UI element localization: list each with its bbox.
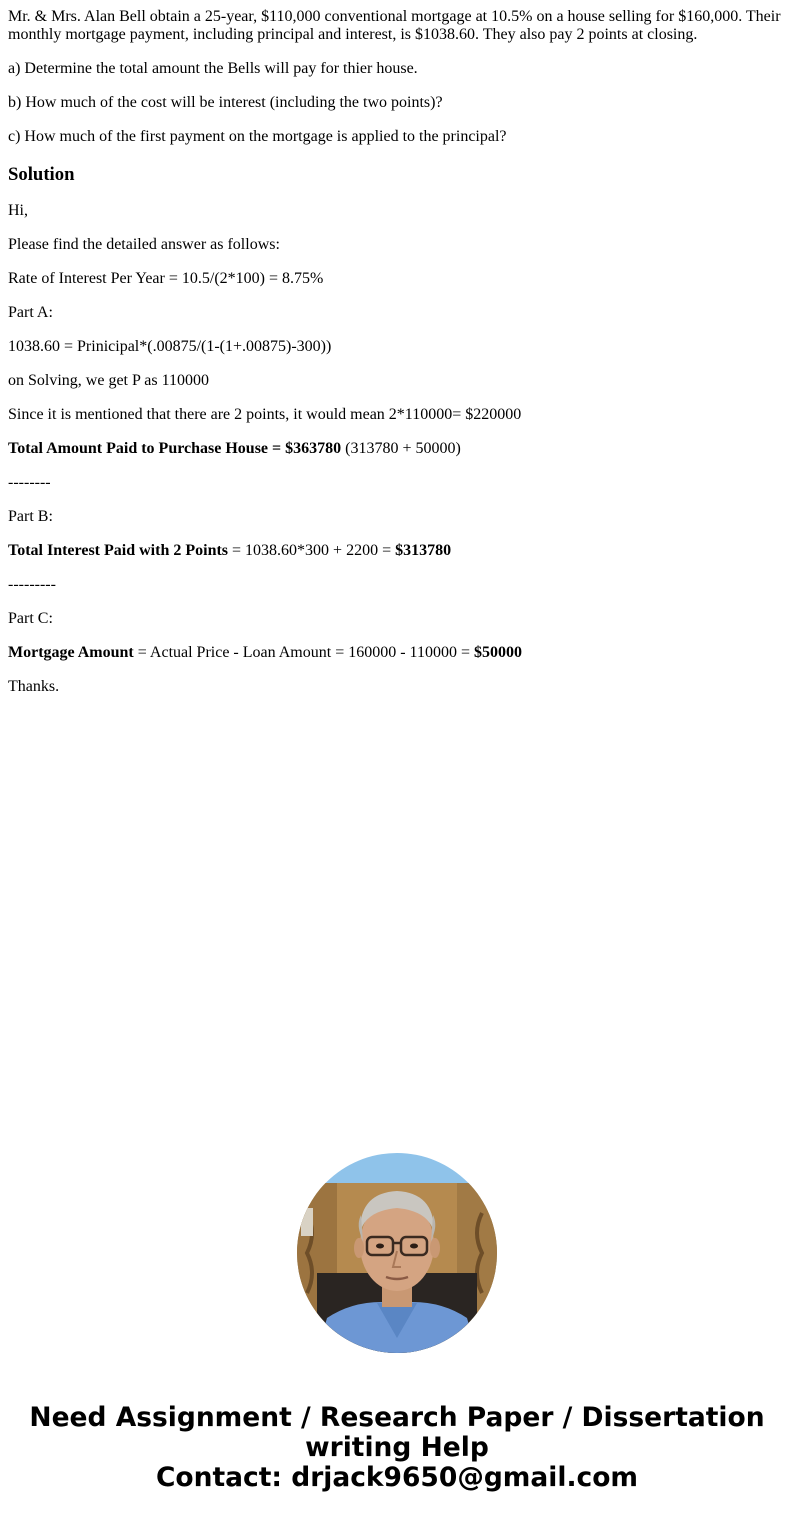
solution-part-a-label: Part A:: [8, 304, 53, 321]
mortgage-value: $50000: [473, 644, 522, 661]
interest-label: Total Interest Paid with 2 Points: [8, 542, 229, 559]
solution-solving: on Solving, we get P as 110000: [8, 372, 210, 389]
solution-rate: Rate of Interest Per Year = 10.5/(2*100) = 8.75%: [8, 270, 324, 287]
question-part-a: a) Determine the total amount the Bells will pay for thier house.: [8, 60, 418, 77]
mortgage-calc: = Actual Price - Loan Amount = 160000 - 110000 =: [133, 644, 474, 661]
question-part-c: c) How much of the first payment on the mortgage is applied to the principal?: [8, 128, 507, 145]
question-part-b: b) How much of the cost will be interest (including the two points)?: [8, 94, 443, 111]
interest-calc: = 1038.60*300 + 2200 =: [228, 542, 396, 559]
footer-avatar-block: [0, 1153, 794, 1358]
divider-2: ---------: [8, 576, 56, 593]
solution-points: Since it is mentioned that there are 2 points, it would mean 2*110000= $220000: [8, 406, 522, 423]
ad-contact-line: Contact: drjack9650@gmail.com: [155, 1462, 639, 1493]
solution-thanks: Thanks.: [8, 678, 60, 695]
solution-lead: Please find the detailed answer as follows:: [8, 236, 280, 253]
solution-formula: 1038.60 = Prinicipal*(.00875/(1-(1+.00875)-300)): [8, 338, 332, 355]
author-avatar: [297, 1153, 497, 1353]
solution-total-line: [8, 440, 786, 458]
total-detail: (313780 + 50000): [341, 440, 461, 457]
divider-1: --------: [8, 474, 51, 491]
ad-line-1: Need Assignment / Research Paper / Dissertation: [29, 1402, 765, 1433]
question-intro: Mr. & Mrs. Alan Bell obtain a 25-year, $110,000 conventional mortgage at 10.5% on a house selling for $160,000. Their monthly mortgage payment, including principal and interest, is $1038.60. They also pay 2 points at closing.: [8, 8, 781, 43]
author-portrait-icon: [297, 1153, 497, 1353]
solution-part-b-label: Part B:: [8, 508, 53, 525]
ad-line-2: writing Help: [305, 1432, 489, 1463]
document-body: [8, 8, 786, 712]
solution-greeting: Hi,: [8, 202, 28, 219]
solution-mortgage-line: [8, 644, 786, 662]
solution-heading: Solution: [8, 164, 75, 185]
solution-part-c-label: Part C:: [8, 610, 53, 627]
total-value: $363780: [285, 440, 342, 457]
interest-value: $313780: [395, 542, 452, 559]
ad-banner: [0, 1403, 794, 1493]
total-label: Total Amount Paid to Purchase House =: [8, 440, 286, 457]
solution-interest-line: [8, 542, 786, 560]
mortgage-label: Mortgage Amount: [8, 644, 134, 661]
